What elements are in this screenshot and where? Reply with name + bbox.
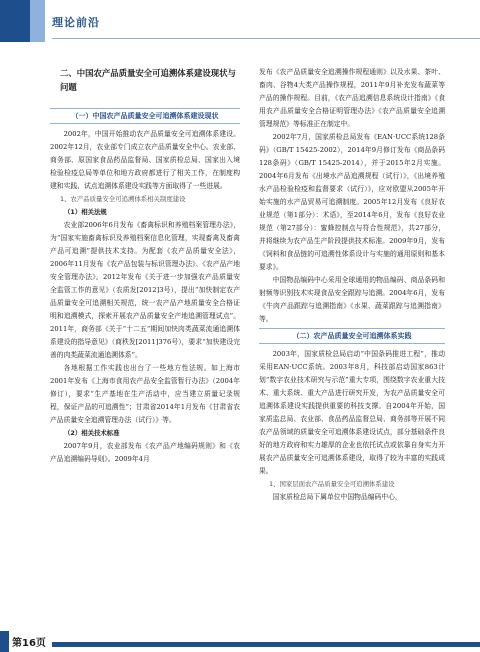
page-number: 第16页 <box>12 638 46 649</box>
section-label: 理论前沿 <box>52 16 100 29</box>
header-accent-stripe <box>30 0 45 42</box>
paragraph: 2003年，国家质检总局启动“中国条码推进工程”，推动采用EAN·UCC系统。2003年8月，科技部启动国家863计划“数字农业技术研究与示范”重大专项，围绕数字农业重大技术、重大系统、重大产品进行研究开发，为农产品质量安全可追溯体系建设实践提供重要的科技支撑。自2004年开始，国家质监总局、农业部、食品药品监督总局、商务部等开展不同农产品领域的质量安全可追溯体系建设试点，部分基础条件良好的地方政府和实力雄厚的企业也依托试点或依靠自身实力开展农产品质量安全可追溯体系建设，取得了较为丰富的实践成果。 <box>259 350 445 475</box>
right-column <box>259 66 445 504</box>
subsection-heading: 1、农产品质量安全可追溯体系相关制度建设 <box>60 195 186 203</box>
minor-heading: （1）相关法规 <box>64 208 107 216</box>
section-title: 二、中国农产品质量安全可追溯体系建设现状与问题 <box>60 68 236 92</box>
paragraph: 2002年7月，国家质检总局发布《EAN·UCC系统128条码》（GB/T 15425-2002），2014年9月修订发布《商品条码 128条码》（GB/T 15425-2014），并于2015年2月实施。2004年6月发布《出境水产品追溯规程（试行）》，《出境养殖水产品检验检疫和监督要求（试行）》，应对欧盟从2005年开始实施的水产品贸易可追溯制度。2005年12月发布《良好农业规范（第1部分）：术语》，至2014年6月，发布《良好农业规范（第27部分）：蜜蜂控制点与符合性规范》，共27部分，并将继续为农产品生产阶段提供技术标准。2009年9月，发布《饲料和食品链的可追溯性体系设计与实施的通用原则和基本要求》。 <box>259 133 445 271</box>
subsection-heading: 1、国家层面农产品质量安全可追溯体系建设 <box>269 480 395 488</box>
paragraph: 中国物品编码中心采用全球通用的物品编码、商品条码和射频等识别技术实现食品安全跟踪与追溯。2004年6月，发布《牛肉产品跟踪与追溯指南》《水果、蔬菜跟踪与追溯指南》等。 <box>259 276 445 323</box>
subheading-practice: （二）农产品质量安全可追溯体系实践 <box>259 328 445 344</box>
paragraph: 各地根据工作实践也出台了一些地方性法规。如上海市2001年发布《上海市食用农产品安全监管暂行办法》（2004年修订），要求“生产基地在生产活动中，应当建立质量记录规程，保证产品的可追溯性”；甘肃省2014年1月发布《甘肃省农产品质量安全追溯管理办法（试行）》等。 <box>50 364 240 424</box>
left-column <box>50 66 240 466</box>
footer-rule <box>52 642 480 647</box>
header-rule <box>52 38 480 39</box>
paragraph: 发布《农产品质量安全追溯操作规程通则》以及水果、茶叶、畜肉、谷物4大类产品操作规程，2011年9月补充发布蔬菜等产品的操作规程。目前，《农产品追溯信息系统设计指南》《食用农产品质量安全合格证明管理办法》《农产品质量安全追溯管理规范》等标准正在制定中。 <box>259 68 445 128</box>
footer-color-block <box>0 631 9 652</box>
paragraph: 2002年，中国开始推动农产品质量安全可追溯体系建设。2002年12月，农业部专门成立农产品质量安全中心。农业部、商务部、原国家食品药品监督局、国家质检总局、国家出入境检验检疫总局等单位和地方政府都进行了相关工作，在制度构建和实践、试点追溯体系建设实践等方面取得了一些进展。 <box>50 130 240 190</box>
paragraph: 2007年9月，农业部发布《农产品产地编码规则》和《农产品追溯编码导则》。2009年4月 <box>50 442 240 463</box>
page-header <box>0 0 480 40</box>
subheading-status: （一）中国农产品质量安全可追溯体系建设现状 <box>50 108 240 124</box>
minor-heading: （2）相关技术标准 <box>64 429 120 437</box>
paragraph: 农业部2006年6月发布《畜禽标识和养殖档案管理办法》，为“国家实施畜禽标识及养殖档案信息化管理，实现畜禽及畜禽产品可追溯”提供技术支持。为配套《农产品质量安全法》，2006年11月发布《农产品包装与标识管理办法》、《农产品产地安全管理办法》。2012年发布《关于进一步加强农产品质量安全监管工作的意见》（农质发[2012]3号），提出“加快制定农产品质量安全可追溯相关规范，统一农产品产地质量安全合格证明和追溯模式，探索开展农产品质量安全产地追溯管理试点”。2011年，商务部《关于“十二五”期间加快肉类蔬菜流通追溯体系建设的指导意见》（商秩发[2011]376号），要求“加快建设完善的肉类蔬菜流通追溯体系”。 <box>50 221 240 359</box>
paragraph: 国家质检总局下属单位中国物品编码中心， <box>272 493 402 501</box>
page-footer <box>0 631 480 652</box>
